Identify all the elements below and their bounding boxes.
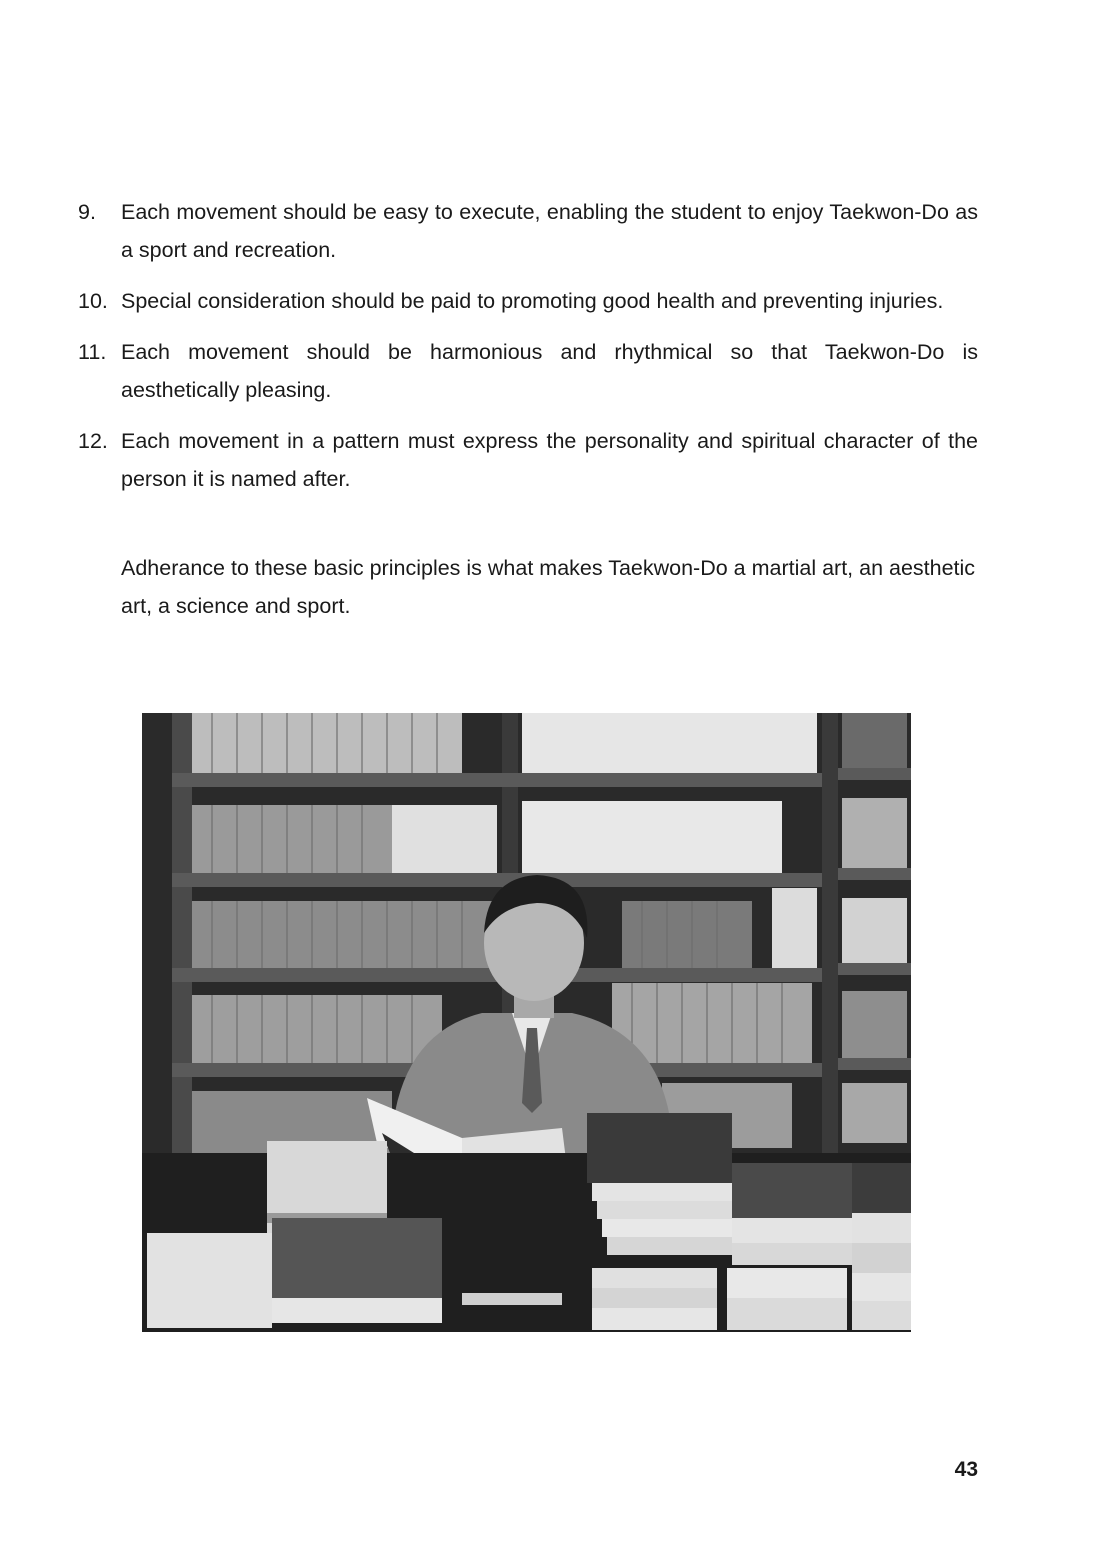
- list-item: [78, 282, 978, 320]
- list-item: [78, 333, 978, 409]
- principles-list: [78, 193, 978, 511]
- item-number: 12.: [78, 429, 108, 453]
- library-photo-illustration: [142, 713, 911, 1332]
- item-number: 9.: [78, 200, 96, 224]
- library-photo: [142, 713, 911, 1332]
- item-text: Each movement should be easy to execute, enabling the student to enjoy Taekwon-Do as a sport and recreation.: [121, 200, 978, 262]
- item-number: 10.: [78, 289, 108, 313]
- item-number: 11.: [78, 340, 107, 364]
- item-text: Each movement in a pattern must express the personality and spiritual character of the person it is named after.: [121, 429, 978, 491]
- list-item: [78, 193, 978, 269]
- item-text: Each movement should be harmonious and rhythmical so that Taekwon-Do is aesthetically pleasing.: [121, 340, 978, 402]
- list-item: [78, 422, 978, 498]
- closing-paragraph: Adherance to these basic principles is what makes Taekwon-Do a martial art, an aesthetic art, a science and sport.: [121, 556, 976, 618]
- page-number: 43: [954, 1458, 978, 1481]
- item-text: Special consideration should be paid to promoting good health and preventing injuries.: [121, 289, 944, 313]
